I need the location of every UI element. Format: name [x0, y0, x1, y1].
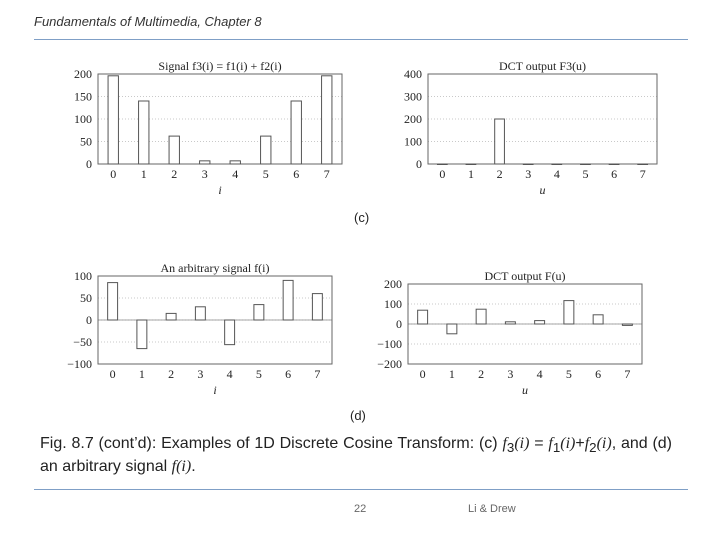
bar-0	[108, 76, 118, 164]
x-tick-label: 1	[138, 367, 145, 381]
caption-prefix: Fig. 8.7 (cont’d): Examples of 1D Discrete Cosine Transform: (c)	[40, 435, 503, 452]
x-tick-label: 7	[624, 367, 631, 381]
caption-f: f	[171, 458, 177, 476]
chart-title: DCT output F(u)	[484, 269, 566, 283]
x-tick-label: 5	[565, 367, 572, 381]
y-tick-label: 0	[396, 317, 402, 331]
x-tick-label: 4	[553, 167, 560, 181]
y-tick-label: 0	[86, 157, 92, 171]
caption-sub1: 1	[552, 440, 561, 456]
footer-authors: Li & Drew	[468, 503, 516, 515]
chart-svg	[50, 58, 350, 200]
y-tick-label: 150	[74, 89, 92, 104]
caption-i2: (i)	[596, 435, 612, 452]
y-tick-label: 50	[80, 291, 92, 305]
chart-dct-f	[360, 268, 650, 400]
bar-1	[139, 101, 149, 164]
y-tick-label: 300	[404, 89, 422, 104]
caption-i3: (i)	[514, 435, 530, 452]
x-tick-label: 2	[478, 367, 485, 381]
bar-3	[200, 161, 210, 164]
y-tick-label: 400	[404, 67, 422, 81]
x-tick-label: 1	[467, 167, 474, 181]
x-tick-label: 3	[507, 367, 514, 381]
x-tick-label: 3	[201, 167, 208, 181]
x-tick-label: 0	[439, 167, 446, 181]
y-tick-label: 0	[86, 313, 92, 327]
y-tick-label: 200	[384, 277, 402, 291]
caption-i1: (i)	[560, 435, 576, 452]
y-tick-label: 100	[384, 297, 402, 311]
x-tick-label: 5	[582, 167, 589, 181]
bar-1	[137, 320, 147, 349]
x-tick-label: 3	[525, 167, 532, 181]
bar-6	[609, 164, 619, 165]
x-tick-label: 0	[110, 167, 117, 181]
x-tick-label: 7	[314, 367, 321, 381]
chart-title: Signal f3(i) = f1(i) + f2(i)	[158, 59, 282, 73]
bar-4	[225, 320, 235, 345]
caption-plus: +	[575, 435, 585, 452]
bar-7	[312, 294, 322, 320]
x-tick-label: 7	[639, 167, 646, 181]
bar-0	[108, 283, 118, 320]
x-tick-label: 5	[262, 167, 269, 181]
x-tick-label: 1	[140, 167, 147, 181]
bar-5	[254, 305, 264, 320]
footer-rule	[34, 489, 688, 490]
x-axis-label: i	[218, 183, 222, 197]
x-tick-label: 0	[419, 367, 426, 381]
x-tick-label: 2	[496, 167, 503, 181]
caption-mid: , and (d) an arbitrary signal	[40, 435, 673, 476]
bar-6	[291, 101, 301, 164]
x-tick-label: 6	[293, 167, 300, 181]
bar-3	[195, 307, 205, 320]
bar-5	[564, 301, 574, 324]
figure-caption	[40, 434, 672, 476]
y-tick-label: −200	[377, 357, 402, 371]
y-tick-label: −100	[377, 337, 402, 351]
bar-4	[535, 321, 545, 324]
caption-sub2: 2	[589, 440, 597, 456]
bar-4	[552, 164, 562, 165]
x-tick-label: 6	[611, 167, 618, 181]
y-tick-label: 50	[80, 134, 92, 149]
bar-7	[638, 164, 648, 165]
caption-f2: f	[584, 435, 590, 452]
chart-title: DCT output F3(u)	[498, 59, 587, 73]
header-rule	[34, 39, 688, 40]
bar-1	[466, 164, 476, 165]
bar-1	[447, 324, 457, 334]
y-tick-label: −100	[67, 357, 92, 371]
y-tick-label: 0	[416, 157, 422, 171]
x-tick-label: 5	[255, 367, 262, 381]
bar-2	[166, 313, 176, 320]
y-tick-label: 100	[74, 112, 92, 126]
x-tick-label: 6	[595, 367, 602, 381]
bar-4	[230, 161, 240, 164]
x-tick-label: 0	[109, 367, 116, 381]
x-tick-label: 4	[232, 167, 239, 181]
sublabel-c: (c)	[354, 210, 370, 225]
sublabel-d: (d)	[350, 408, 366, 423]
x-tick-label: 6	[285, 367, 292, 381]
bar-3	[523, 164, 533, 165]
x-tick-label: 2	[168, 367, 175, 381]
bar-6	[593, 315, 603, 324]
bar-7	[622, 324, 632, 325]
caption-eq: =	[529, 435, 549, 452]
caption-end: .	[191, 458, 196, 476]
y-tick-label: −50	[73, 335, 92, 349]
chart-arbitrary-signal	[50, 260, 340, 400]
bar-2	[476, 309, 486, 324]
x-tick-label: 7	[323, 167, 330, 181]
x-tick-label: 4	[226, 367, 233, 381]
caption-i: (i)	[176, 458, 192, 476]
x-axis-label: u	[522, 383, 528, 397]
bar-6	[283, 280, 293, 320]
bar-2	[495, 119, 505, 164]
bar-2	[169, 136, 179, 164]
y-tick-label: 200	[74, 67, 92, 81]
x-tick-label: 2	[171, 167, 178, 181]
caption-sub3: 3	[506, 440, 515, 456]
chart-svg	[380, 58, 665, 200]
x-tick-label: 4	[536, 367, 543, 381]
slide-header: Fundamentals of Multimedia, Chapter 8	[34, 14, 262, 29]
x-tick-label: 1	[448, 367, 455, 381]
caption-f1: f	[548, 435, 553, 452]
y-tick-label: 100	[404, 134, 422, 149]
chart-svg	[360, 268, 650, 400]
bar-5	[581, 164, 591, 165]
y-tick-label: 100	[74, 269, 92, 283]
chart-dct-f3	[380, 58, 665, 200]
y-tick-label: 200	[404, 112, 422, 126]
chart-svg	[50, 260, 340, 400]
bar-0	[437, 164, 447, 165]
chart-title: An arbitrary signal f(i)	[160, 261, 270, 275]
bar-7	[322, 76, 332, 164]
x-axis-label: i	[213, 383, 217, 397]
bar-0	[418, 310, 428, 324]
caption-f3: f	[502, 435, 507, 452]
page-number: 22	[354, 503, 367, 515]
bar-3	[505, 322, 515, 324]
chart-signal-f3	[50, 58, 350, 200]
bar-5	[261, 136, 271, 164]
x-tick-label: 3	[197, 367, 204, 381]
x-axis-label: u	[539, 183, 546, 197]
